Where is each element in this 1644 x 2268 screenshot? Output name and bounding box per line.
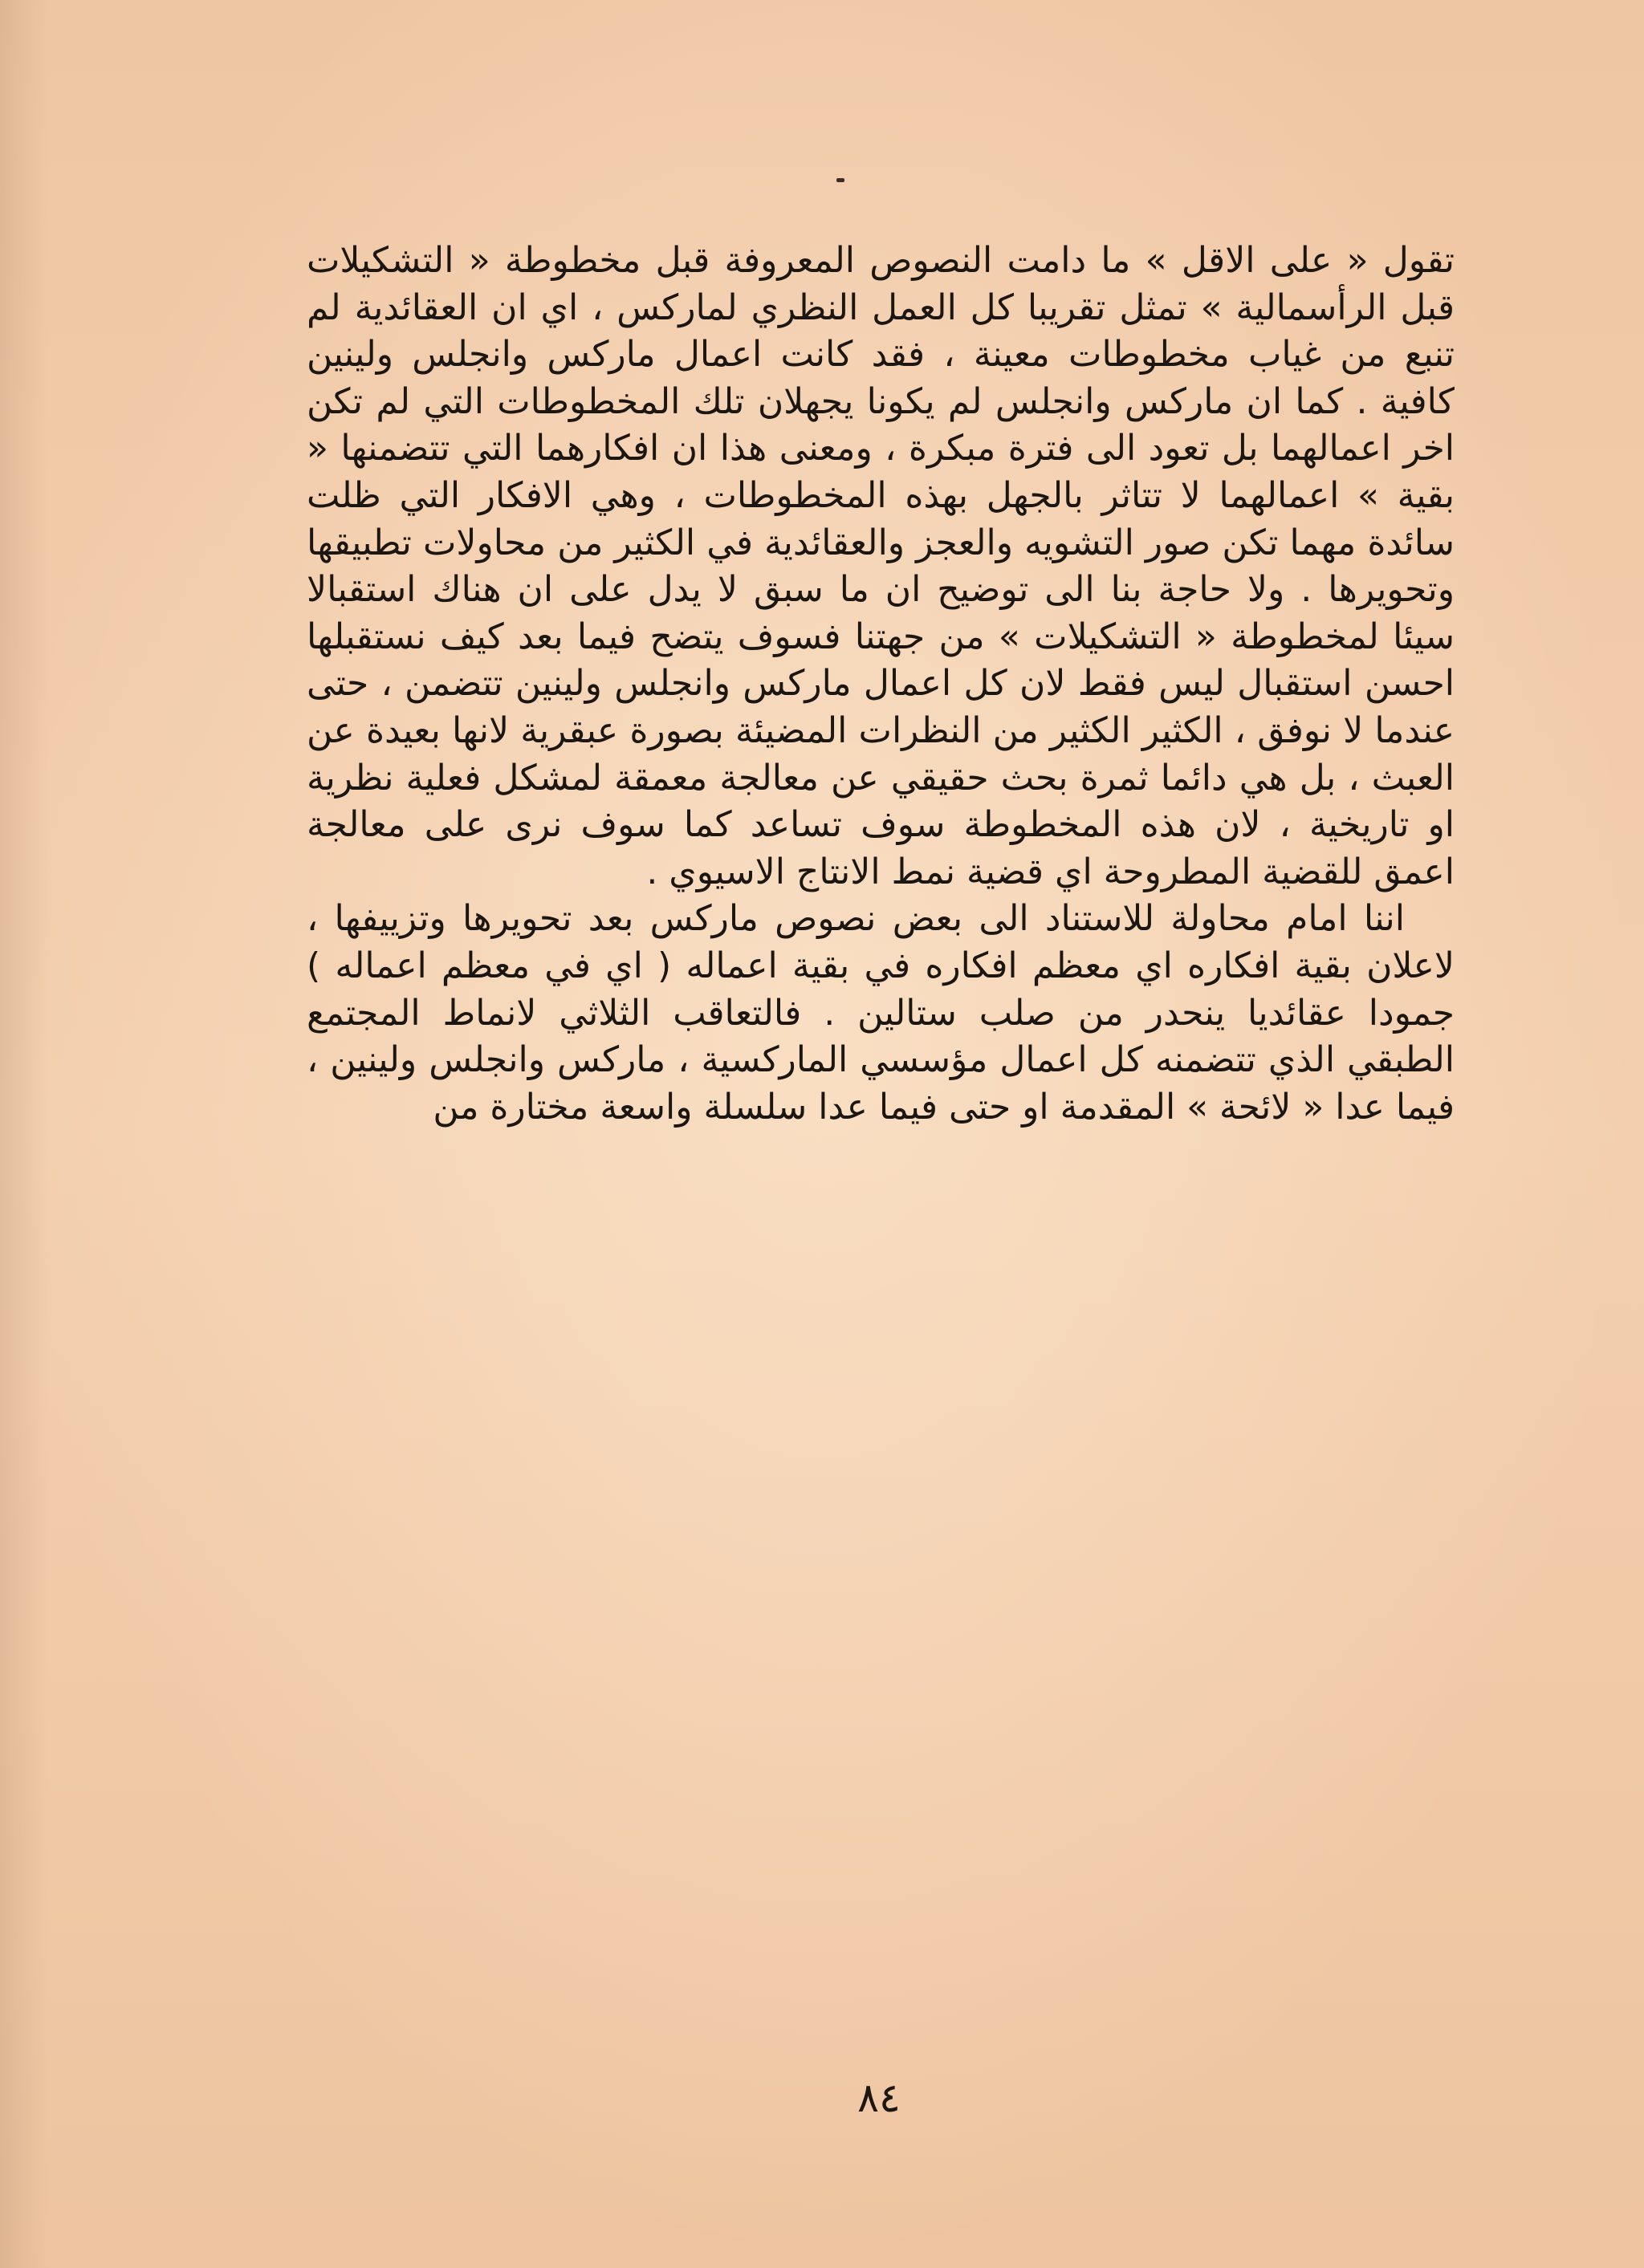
page-edge-shadow <box>0 0 48 2268</box>
top-ink-mark <box>836 178 844 182</box>
body-text <box>307 238 1455 1131</box>
paragraph-2: اننا امام محاولة للاستناد الى بعض نصوص ماركس بعد تحويرها وتزييفها ، لاعلان بقية افكاره اي معظم افكاره في بقية اعماله ( اي في معظم اعماله ) جمودا عقائديا ينحدر من صلب ستالين . فالتعاقب الثلاثي لانماط المجتمع الطبقي الذي تتضمنه كل اعمال مؤسسي الماركسية ، ماركس وانجلس ولينين ، فيما عدا « لائحة » المقدمة او حتى فيما عدا سلسلة واسعة مختارة من <box>307 898 1455 1128</box>
paragraph-1: تقول « على الاقل » ما دامت النصوص المعروفة قبل مخطوطة « التشكيلات قبل الرأسمالية » تمثل تقريبا كل العمل النظري لماركس ، اي ان العقائدية لم تنبع من غياب مخطوطات معينة ، فقد كانت اعمال ماركس وانجلس ولينين كافية . كما ان ماركس وانجلس لم يكونا يجهلان تلك المخطوطات التي لم تكن اخر اعمالهما بل تعود الى فترة مبكرة ، ومعنى هذا ان افكارهما التي تتضمنها « بقية » اعمالهما لا تتاثر بالجهل بهذه المخطوطات ، وهي الافكار التي ظلت سائدة مهما تكن صور التشويه والعجز والعقائدية في الكثير من محاولات تطبيقها وتحويرها . ولا حاجة بنا الى توضيح ان ما سبق لا يدل على ان هناك استقبالا سيئا لمخطوطة « التشكيلات » من جهتنا فسوف يتضح فيما بعد كيف نستقبلها احسن استقبال ليس فقط لان كل اعمال ماركس وانجلس ولينين تتضمن ، حتى عندما لا نوفق ، الكثير الكثير من النظرات المضيئة بصورة عبقرية لانها بعيدة عن العبث ، بل هي دائما ثمرة بحث حقيقي عن معالجة معمقة لمشكل فعلية نظرية او تاريخية ، لان هذه المخطوطة سوف تساعد كما سوف نرى على معالجة اعمق للقضية المطروحة اي قضية نمط الانتاج الاسيوي . <box>307 240 1455 892</box>
page-number: ٨٤ <box>857 2075 901 2121</box>
